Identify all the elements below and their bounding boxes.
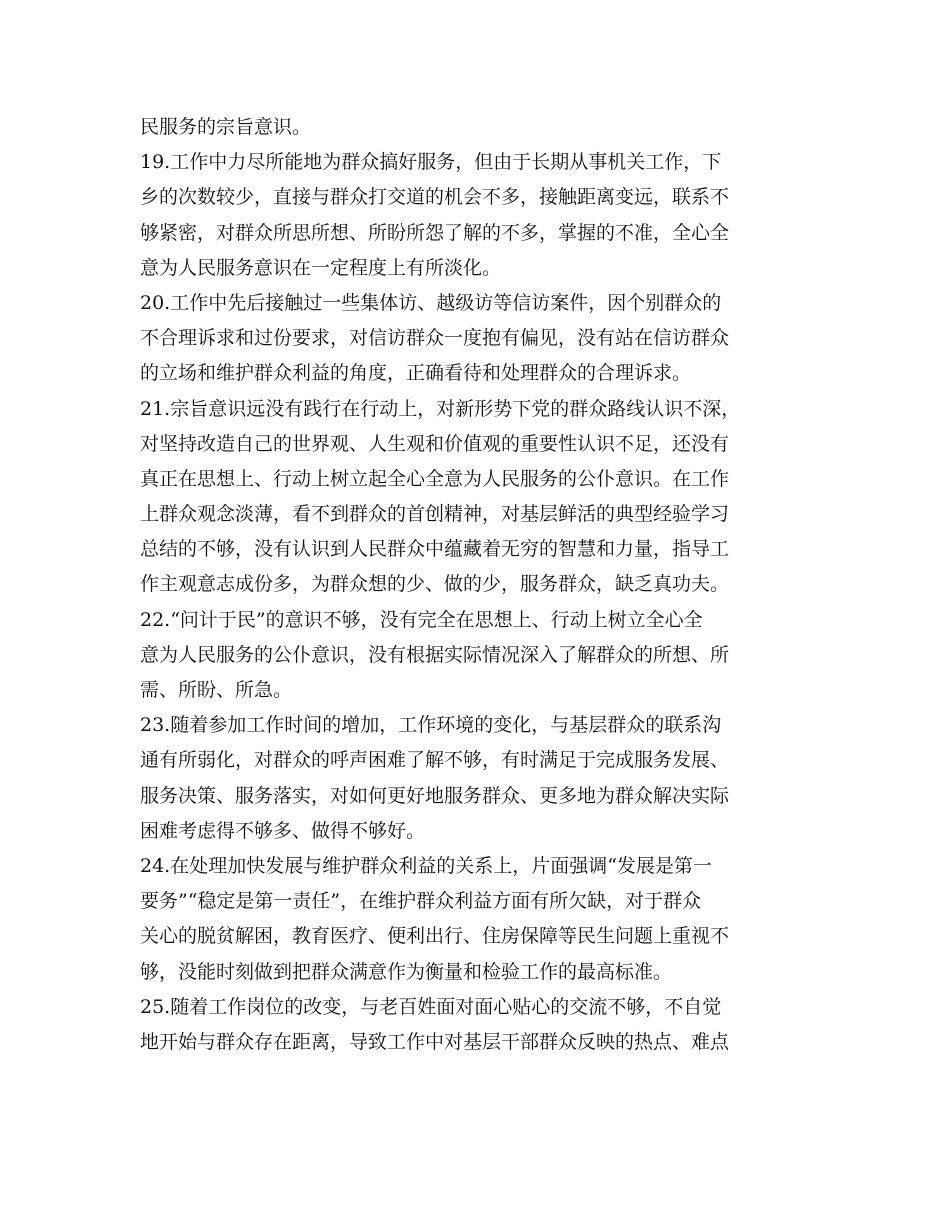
text-line: 24.在处理加快发展与维护群众利益的关系上，片面强调“发展是第一 <box>140 854 712 877</box>
text-line: 19.工作中力尽所能地为群众搞好服务，但由于长期从事机关工作，下 <box>140 151 722 174</box>
text-line: 21.宗旨意识远没有践行在行动上，对新形势下党的群众路线认识不深， <box>140 397 741 420</box>
text-line: 真正在思想上、行动上树立起全心全意为人民服务的公仆意识。在工作 <box>140 467 730 490</box>
text-line: 困难考虑得不够多、做得不够好。 <box>140 819 426 842</box>
text-line: 的立场和维护群众利益的角度，正确看待和处理群众的合理诉求。 <box>140 362 692 385</box>
text-line: 够，没能时刻做到把群众满意作为衡量和检验工作的最高标准。 <box>140 960 673 983</box>
text-line: 上群众观念淡薄，看不到群众的首创精神，对基层鲜活的典型经验学习 <box>140 503 730 526</box>
text-line: 乡的次数较少，直接与群众打交道的机会不多，接触距离变远，联系不 <box>140 186 730 209</box>
text-line: 意为人民服务的公仆意识，没有根据实际情况深入了解群众的所想、所 <box>140 643 730 666</box>
text-line: 地开始与群众存在距离，导致工作中对基层干部群众反映的热点、难点 <box>140 1030 730 1053</box>
document-body <box>140 110 820 1060</box>
text-line: 需、所盼、所急。 <box>140 679 293 701</box>
text-line: 不合理诉求和过份要求，对信访群众一度抱有偏见，没有站在信访群众 <box>140 327 730 350</box>
text-line: 总结的不够，没有认识到人民群众中蕴藏着无穷的智慧和力量，指导工 <box>140 538 730 561</box>
text-line: 关心的脱贫解困，教育医疗、便利出行、住房保障等民生问题上重视不 <box>140 925 730 948</box>
text-line: 23.随着参加工作时间的增加，工作环境的变化，与基层群众的联系沟 <box>140 714 722 737</box>
text-line: 作主观意志成份多，为群众想的少、做的少，服务群众，缺乏真功夫。 <box>140 573 730 596</box>
text-line: 够紧密，对群众所思所想、所盼所怨了解的不多，掌握的不准，全心全 <box>140 221 730 244</box>
text-line: 25.随着工作岗位的改变，与老百姓面对面心贴心的交流不够，不自觉 <box>140 995 722 1018</box>
text-line: 民服务的宗旨意识。 <box>140 116 312 138</box>
text-line: 对坚持改造自己的世界观、人生观和价值观的重要性认识不足，还没有 <box>140 432 730 455</box>
text-line: 20.工作中先后接触过一些集体访、越级访等信访案件，因个别群众的 <box>140 291 722 314</box>
text-line: 22.“问计于民”的意识不够，没有完全在思想上、行动上树立全心全 <box>140 608 703 631</box>
text-line: 要务”“稳定是第一责任”，在维护群众利益方面有所欠缺，对于群众 <box>140 890 702 913</box>
text-line: 服务决策、服务落实，对如何更好地服务群众、更多地为群众解决实际 <box>140 784 730 807</box>
text-line: 意为人民服务意识在一定程度上有所淡化。 <box>140 256 502 279</box>
text-line: 通有所弱化，对群众的呼声困难了解不够，有时满足于完成服务发展、 <box>140 749 730 772</box>
